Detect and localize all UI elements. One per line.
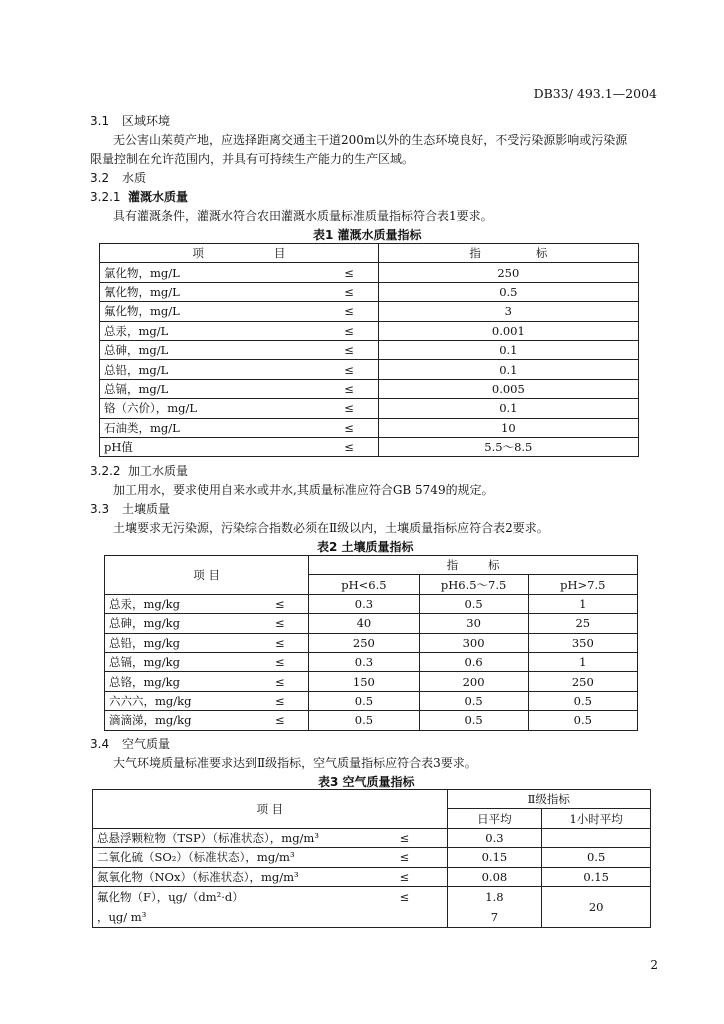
header-daily: 日平均 (447, 809, 542, 828)
table-header-row (100, 244, 639, 263)
item-cell: 滴滴涕，mg/kg (105, 711, 252, 730)
table-row (100, 340, 639, 359)
value-cell: 0.5 (309, 691, 419, 710)
item-cell: 氟化物，mg/L (100, 302, 321, 321)
table-row (100, 282, 639, 301)
operator-cell: ≤ (321, 360, 379, 379)
operator-cell: ≤ (251, 614, 308, 633)
item-cell: 铬（六价），mg/L (100, 399, 321, 418)
value-cell: 150 (309, 672, 419, 691)
item-cell: 氮氧化物（NOx）（标准状态），mg/m³ (93, 867, 363, 886)
table-row (105, 691, 638, 710)
daily-cell (447, 886, 542, 927)
operator-cell: ≤ (321, 399, 379, 418)
table-row (100, 399, 639, 418)
value-cell: 250 (309, 633, 419, 652)
table-row (105, 711, 638, 730)
paragraph: 无公害山茱萸产地，应选择距离交通主干道200m以外的生态环境良好，不受污染源影响或污染源 (113, 133, 628, 147)
table-2-caption: 表2 土壤质量指标 (317, 540, 414, 554)
section-title: 区域环境 (122, 114, 171, 128)
page-number: 2 (650, 958, 658, 972)
table-row (100, 321, 639, 340)
value-cell: 5.5～8.5 (378, 437, 638, 456)
value-cell: 40 (309, 614, 419, 633)
value-cell: 25 (528, 614, 637, 633)
value-cell: 0.1 (378, 340, 638, 359)
paragraph: 土壤要求无污染源，污染综合指数必须在Ⅱ级以内，土壤质量指标应符合表2要求。 (113, 521, 549, 535)
item-cell: 总镉，mg/L (100, 379, 321, 398)
operator-cell: ≤ (362, 867, 447, 886)
operator-cell: ≤ (321, 437, 379, 456)
table-2 (104, 555, 638, 731)
value-cell: 0.5 (309, 711, 419, 730)
value-cell: 0.6 (419, 652, 528, 671)
daily-cell: 0.08 (447, 867, 542, 886)
item-cell: 总汞，mg/L (100, 321, 321, 340)
item-cell: pH值 (100, 437, 321, 456)
section-3-2-2-heading (90, 462, 188, 479)
section-number: 3.1 (90, 114, 110, 128)
value-cell: 250 (378, 263, 638, 282)
header-value-part: 指 (446, 558, 459, 573)
table-row (105, 633, 638, 652)
operator-cell: ≤ (321, 302, 379, 321)
item-cell: 氰化物，mg/L (100, 282, 321, 301)
value-cell: 0.1 (378, 399, 638, 418)
hourly-cell: 20 (542, 886, 651, 927)
section-3-2-heading (90, 169, 146, 186)
table-row (100, 418, 639, 437)
operator-cell: ≤ (251, 652, 308, 671)
operator-cell: ≤ (321, 263, 379, 282)
section-number: 3.3 (90, 502, 110, 516)
daily-line: 7 (490, 909, 499, 924)
item-cell: 石油类，mg/L (100, 418, 321, 437)
section-number: 3.2.1 (90, 190, 121, 204)
daily-line: 1.8 (485, 889, 504, 904)
table-1-caption: 表1 灌溉水质量指标 (313, 228, 422, 242)
value-cell: 1 (528, 594, 637, 613)
header-item: 项 目 (105, 556, 309, 595)
section-title: 加工水质量 (128, 464, 189, 478)
paragraph: 具有灌溉条件，灌溉水符合农田灌溉水质量标准质量指标符合表1要求。 (113, 209, 493, 223)
value-cell: 3 (378, 302, 638, 321)
section-title: 灌溉水质量 (128, 190, 189, 204)
paragraph: 加工用水，要求使用自来水或井水,其质量标准应符合GB 5749的规定。 (113, 483, 494, 497)
operator-cell: ≤ (251, 672, 308, 691)
paragraph: 限量控制在允许范围内，并具有可持续生产能力的生产区域。 (90, 152, 415, 166)
daily-cell: 0.3 (447, 828, 542, 847)
table-3-caption: 表3 空气质量指标 (318, 775, 415, 789)
item-line: 氟化物（F），ųg/（dm²·d） (97, 889, 244, 904)
header-value (378, 244, 638, 263)
header-value-part: 标 (535, 246, 548, 261)
value-cell: 0.5 (528, 691, 637, 710)
item-line: ，ųg/ m³ (97, 909, 147, 924)
table-1 (99, 243, 639, 457)
operator-cell: ≤ (321, 379, 379, 398)
table-row (100, 263, 639, 282)
item-cell: 总镉，mg/kg (105, 652, 252, 671)
section-3-2-1-heading (90, 188, 188, 205)
value-cell: 350 (528, 633, 637, 652)
table-row (93, 828, 651, 847)
header-value (309, 556, 638, 575)
table-row (93, 848, 651, 867)
header-group: Ⅱ级指标 (447, 790, 650, 809)
value-cell: 0.5 (419, 594, 528, 613)
value-cell: 10 (378, 418, 638, 437)
header-value-part: 标 (488, 558, 500, 573)
operator-cell: ≤ (321, 418, 379, 437)
header-ph-col: pH>7.5 (528, 575, 637, 594)
value-cell: 300 (419, 633, 528, 652)
operator-cell: ≤ (251, 594, 308, 613)
header-item-part: 目 (273, 246, 286, 261)
hourly-cell: 0.15 (542, 867, 651, 886)
header-item (100, 244, 379, 263)
operator-cell: ≤ (321, 321, 379, 340)
table-header-row (93, 790, 651, 809)
header-ph-col: pH<6.5 (309, 575, 419, 594)
item-cell: 总铅，mg/kg (105, 633, 252, 652)
paragraph: 大气环境质量标准要求达到Ⅱ级指标，空气质量指标应符合表3要求。 (113, 756, 477, 770)
operator-cell: ≤ (321, 340, 379, 359)
table-row (93, 886, 651, 927)
value-cell: 1 (528, 652, 637, 671)
operator-cell: ≤ (362, 828, 447, 847)
table-3 (92, 789, 651, 928)
item-cell: 总汞，mg/kg (105, 594, 252, 613)
section-number: 3.4 (90, 737, 110, 751)
section-3-3-heading (90, 500, 170, 517)
table-row (105, 652, 638, 671)
section-number: 3.2.2 (90, 464, 121, 478)
operator-cell: ≤ (362, 848, 447, 867)
operator-cell: ≤ (251, 633, 308, 652)
value-cell: 0.3 (309, 594, 419, 613)
operator-cell: ≤ (251, 691, 308, 710)
header-ph-col: pH6.5～7.5 (419, 575, 528, 594)
section-number: 3.2 (90, 171, 110, 185)
item-cell: 总砷，mg/L (100, 340, 321, 359)
table-header-row (105, 556, 638, 575)
section-3-1-heading (90, 112, 170, 129)
table-row (93, 867, 651, 886)
header-item: 项 目 (93, 790, 448, 829)
section-title: 空气质量 (122, 737, 171, 751)
item-cell (93, 886, 363, 927)
table-row (105, 594, 638, 613)
value-cell: 30 (419, 614, 528, 633)
document-number: DB33/ 493.1—2004 (533, 86, 657, 101)
daily-cell: 0.15 (447, 848, 542, 867)
hourly-cell (542, 828, 651, 847)
section-title: 水质 (122, 171, 147, 185)
operator-cell: ≤ (321, 282, 379, 301)
value-cell: 0.5 (528, 711, 637, 730)
value-cell: 250 (528, 672, 637, 691)
value-cell: 0.001 (378, 321, 638, 340)
item-cell: 总悬浮颗粒物（TSP）（标准状态），mg/m³ (93, 828, 363, 847)
table-row (100, 302, 639, 321)
item-cell: 总砷，mg/kg (105, 614, 252, 633)
item-cell: 总铬，mg/kg (105, 672, 252, 691)
table-row (100, 437, 639, 456)
hourly-cell: 0.5 (542, 848, 651, 867)
operator-cell: ≤ (362, 886, 447, 927)
header-hourly: 1小时平均 (542, 809, 651, 828)
item-cell: 二氧化硫（SO₂）（标准状态），mg/m³ (93, 848, 363, 867)
value-cell: 0.5 (419, 711, 528, 730)
value-cell: 200 (419, 672, 528, 691)
header-value-part: 指 (469, 246, 481, 261)
value-cell: 0.1 (378, 360, 638, 379)
table-row (105, 672, 638, 691)
operator-cell: ≤ (251, 711, 308, 730)
item-cell: 氯化物，mg/L (100, 263, 321, 282)
header-item-part: 项 (192, 246, 204, 261)
section-title: 土壤质量 (122, 502, 171, 516)
item-cell: 六六六，mg/kg (105, 691, 252, 710)
section-3-4-heading (90, 735, 170, 752)
item-cell: 总铅，mg/L (100, 360, 321, 379)
table-row (105, 614, 638, 633)
table-row (100, 379, 639, 398)
table-row (100, 360, 639, 379)
value-cell: 0.5 (378, 282, 638, 301)
value-cell: 0.3 (309, 652, 419, 671)
value-cell: 0.005 (378, 379, 638, 398)
value-cell: 0.5 (419, 691, 528, 710)
